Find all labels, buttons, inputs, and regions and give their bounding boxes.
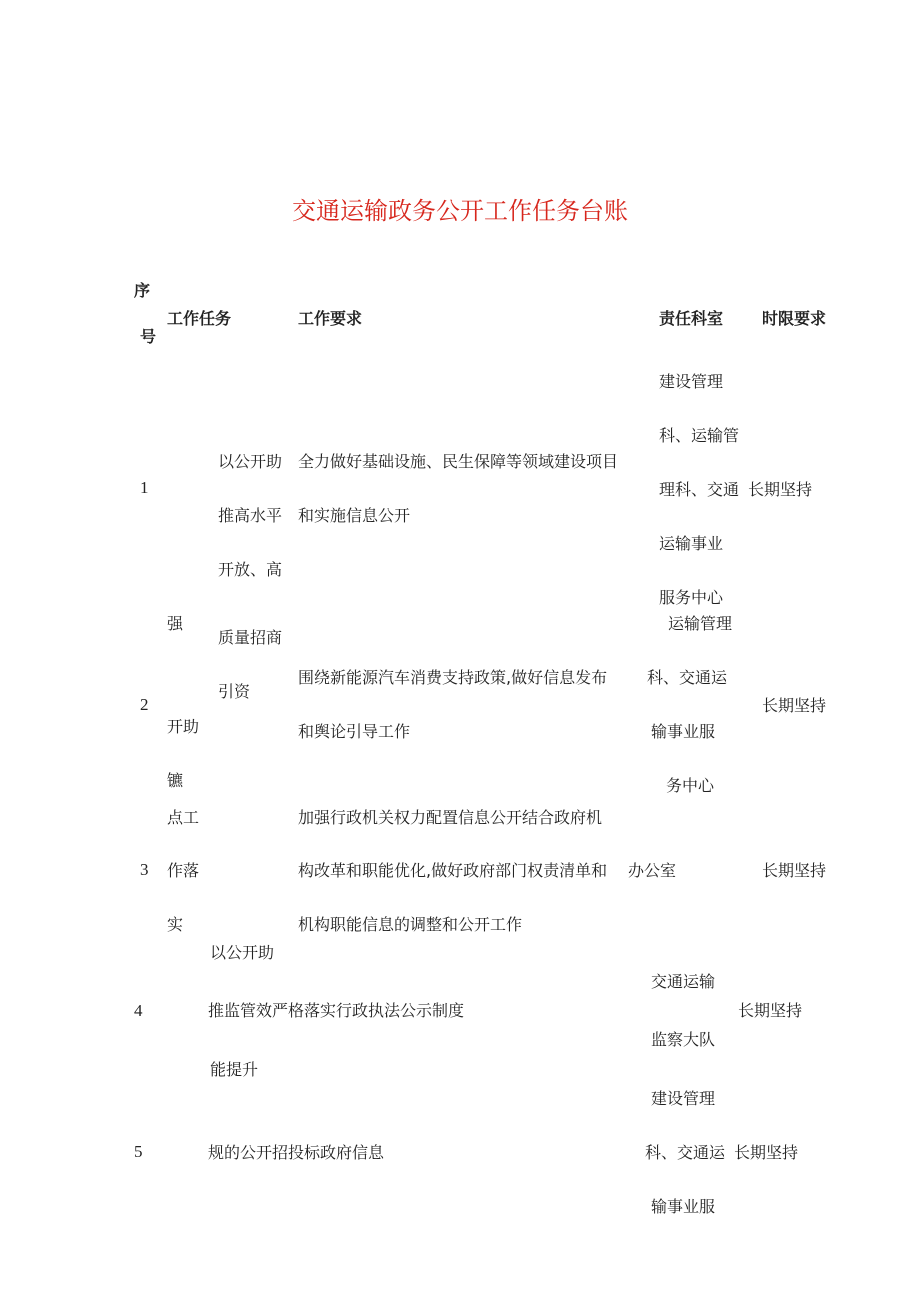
group-line: 镳 [167, 771, 184, 790]
row-requirement: 招投标政府信息 [272, 1143, 385, 1162]
group-line: 强 [167, 614, 184, 633]
row-department-line: 输事业服 [651, 1197, 716, 1216]
row-department-line: 输事业服 [651, 722, 716, 741]
row-department-line: 建设管理 [659, 372, 724, 391]
row-department-line: 理科、交通 [659, 480, 740, 499]
row-department-line: 科、运输管 [659, 426, 740, 445]
row-requirement-line: 围绕新能源汽车消费支持政策,做好信息发布 [298, 668, 608, 687]
row-task-line: 能提升 [210, 1060, 259, 1079]
row-deadline: 长期坚持 [762, 861, 827, 880]
row-requirement-line: 全力做好基础设施、民生保障等领域建设项目 [298, 452, 619, 471]
row-requirement-line: 构改革和职能优化,做好政府部门权责清单和 [298, 861, 608, 880]
row-department-line: 交通运输 [651, 972, 716, 991]
row-department-line: 建设管理 [651, 1089, 716, 1108]
row-task-line: 开放、高 [218, 560, 283, 579]
header-seq-line1: 序 [134, 281, 151, 300]
row-number: 2 [140, 695, 149, 714]
header-department: 责任科室 [659, 309, 724, 328]
row-task-line: 以公开助 [210, 943, 275, 962]
row-requirement-line: 加强行政机关权力配置信息公开结合政府机 [298, 808, 603, 827]
group-line: 点工 [167, 808, 200, 827]
header-requirement: 工作要求 [298, 309, 363, 328]
group-line: 开助 [167, 717, 200, 736]
row-number: 1 [140, 478, 149, 497]
document-title: 交通运输政务公开工作任务台账 [292, 197, 628, 225]
row-requirement-line: 和舆论引导工作 [298, 722, 411, 741]
row-task-line: 推高水平 [218, 506, 283, 525]
row-department-line: 科、交通运 [647, 668, 728, 687]
row-deadline: 长期坚持 [762, 696, 827, 715]
row-task-part: 规的公开 [208, 1143, 273, 1162]
group-line: 实 [167, 915, 184, 934]
row-deadline: 长期坚持 [748, 480, 813, 499]
header-seq-line2: 号 [140, 327, 157, 346]
group-line: 作落 [167, 861, 200, 880]
row-requirement-line: 和实施信息公开 [298, 506, 411, 525]
row-department-line: 运输管理 [668, 614, 733, 633]
row-task-line: 质量招商 [218, 628, 283, 647]
header-task: 工作任务 [167, 309, 232, 328]
row-number: 4 [134, 1001, 143, 1020]
row-department-line: 务中心 [666, 776, 715, 795]
row-number: 3 [140, 860, 149, 879]
row-department: 办公室 [628, 861, 677, 880]
row-requirement: 严格落实行政执法公示制度 [272, 1001, 465, 1020]
row-department-line: 科、交通运 [645, 1143, 726, 1162]
header-deadline: 时限要求 [762, 309, 827, 328]
row-number: 5 [134, 1142, 143, 1161]
row-deadline: 长期坚持 [734, 1143, 799, 1162]
row-task-line: 推监管效 [208, 1001, 273, 1020]
row-task-line: 以公开助 [218, 452, 283, 471]
row-deadline: 长期坚持 [738, 1001, 803, 1020]
row-department-line: 监察大队 [651, 1030, 716, 1049]
row-task-line: 引资 [218, 682, 251, 701]
row-department-line: 运输事业 [659, 534, 724, 553]
row-department-line: 服务中心 [659, 588, 724, 607]
row-requirement-line: 机构职能信息的调整和公开工作 [298, 915, 523, 934]
